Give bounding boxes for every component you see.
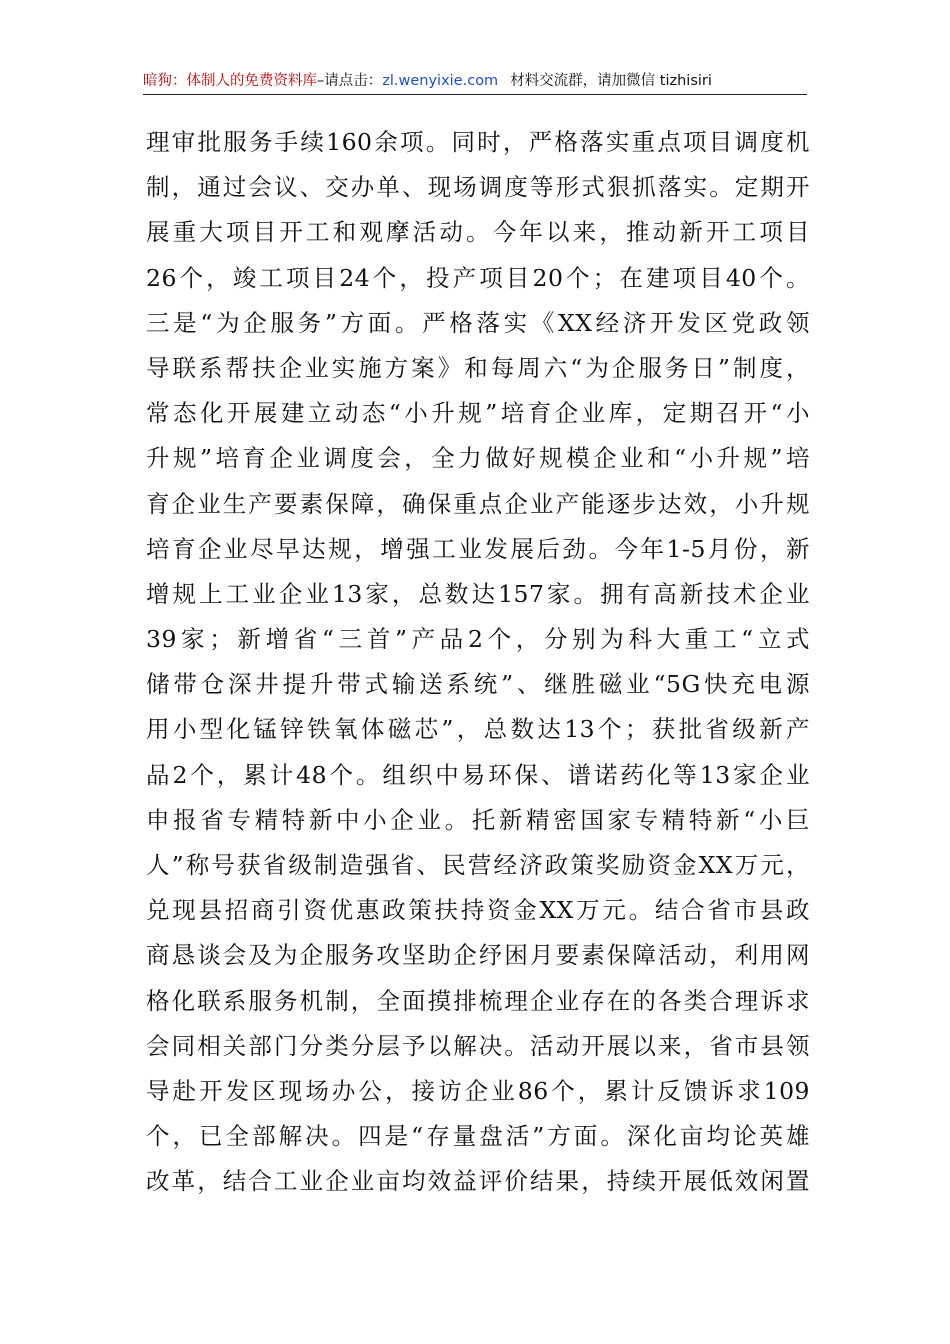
header-contact: 材料交流群，请加微信 tizhisiri (510, 73, 712, 89)
body-line: 三是“为企服务”方面。严格落实《XX经济开发区党政领 (146, 308, 810, 337)
body-line: 申报省专精特新中小企业。托新精密国家专精特新“小巨 (146, 805, 810, 834)
header-divider (143, 94, 807, 95)
body-line: 品2个，累计48个。组织中易环保、谱诺药化等13家企业 (146, 760, 810, 789)
body-line: 格化联系服务机制，全面摸排梳理企业存在的各类合理诉求 (146, 986, 810, 1015)
body-line: 26个，竣工项目24个，投产项目20个；在建项目40个。 (146, 263, 810, 292)
body-line: 常态化开展建立动态“小升规”培育企业库，定期召开“小 (146, 399, 810, 428)
body-line: 人”称号获省级制造强省、民营经济政策奖励资金XX万元， (146, 851, 810, 879)
body-line: 商恳谈会及为企服务攻坚助企纾困月要素保障活动，利用网 (146, 941, 810, 970)
body-line: 育企业生产要素保障，确保重点企业产能逐步达效，小升规 (146, 489, 810, 518)
body-line: 导联系帮扶企业实施方案》和每周六“为企服务日”制度， (146, 353, 810, 382)
body-line: 个，已全部解决。四是“存量盘活”方面。深化亩均论英雄 (146, 1122, 810, 1151)
header-url-link[interactable]: zl.wenyixie.com (382, 73, 499, 89)
body-line: 增规上工业企业13家，总数达157家。拥有高新技术企业 (146, 579, 810, 608)
body-line: 展重大项目开工和观摩活动。今年以来，推动新开工项目 (146, 218, 810, 247)
body-line: 培育企业尽早达规，增强工业发展后劲。今年1-5月份，新 (146, 534, 810, 563)
body-line: 兑现县招商引资优惠政策扶持资金XX万元。结合省市县政 (146, 896, 810, 925)
body-line: 储带仓深井提升带式输送系统”、继胜磁业“5G快充电源 (146, 670, 810, 699)
body-line: 会同相关部门分类分层予以解决。活动开展以来，省市县领 (146, 1031, 810, 1060)
body-line: 39家；新增省“三首”产品2个，分别为科大重工“立式 (146, 625, 810, 654)
body-line: 理审批服务手续160余项。同时，严格落实重点项目调度机 (146, 128, 810, 156)
body-line: 用小型化锰锌铁氧体磁芯”，总数达13个；获批省级新产 (146, 715, 810, 744)
document-body (146, 120, 810, 1205)
page-header (143, 70, 807, 92)
header-prompt: –请点击： (317, 73, 383, 89)
header-brand: 暗狗：体制人的免费资料库 (143, 73, 317, 89)
body-line: 升规”培育企业调度会，全力做好规模企业和“小升规”培 (146, 444, 810, 473)
body-line: 导赴开发区现场办公，接访企业86个，累计反馈诉求109 (146, 1076, 810, 1105)
body-line: 改革，结合工业企业亩均效益评价结果，持续开展低效闲置 (146, 1167, 810, 1196)
body-line: 制，通过会议、交办单、现场调度等形式狠抓落实。定期开 (146, 173, 810, 202)
